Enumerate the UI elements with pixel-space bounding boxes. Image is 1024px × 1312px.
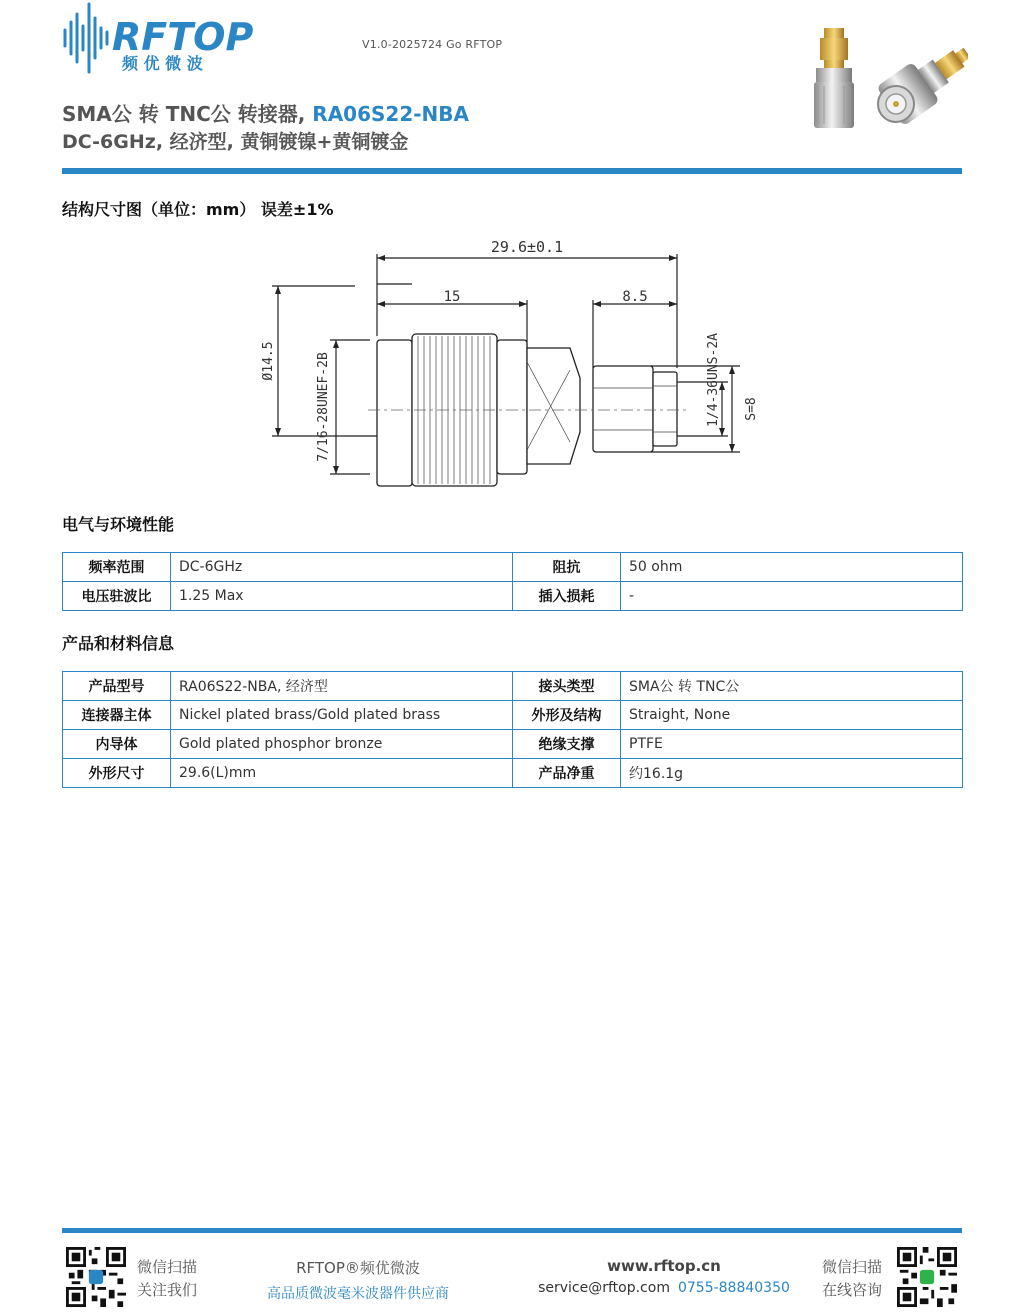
footer-brand-block (258, 1257, 458, 1303)
email-link[interactable]: service@rftop.com (538, 1280, 670, 1296)
header (0, 0, 1024, 180)
table-cell-key: 产品净重 (513, 759, 621, 788)
table-cell-value: RA06S22-NBA, 经济型 (171, 672, 513, 701)
footer-contact-block (536, 1257, 792, 1296)
dim-sma-thread: 1/4-36UNS-2A (706, 333, 721, 427)
dimension-drawing (250, 232, 790, 494)
title-prefix: SMA公 转 TNC公 转接器, (62, 102, 313, 126)
product-title (62, 98, 469, 127)
table-row (63, 672, 963, 701)
table-cell-key: 绝缘支撑 (513, 730, 621, 759)
table-cell-key: 连接器主体 (63, 701, 171, 730)
logo-subtitle: 频 优 微 波 (122, 54, 203, 73)
table-cell-value: 约16.1g (621, 759, 963, 788)
table-cell-value: 29.6(L)mm (171, 759, 513, 788)
wechat-follow-text-1: 微信扫描 (137, 1258, 198, 1276)
table-cell-key: 外形尺寸 (63, 759, 171, 788)
table-cell-key: 频率范围 (63, 553, 171, 582)
table-cell-value: Straight, None (621, 701, 963, 730)
dim-overall: 29.6±0.1 (490, 238, 564, 256)
table-cell-key: 电压驻波比 (63, 582, 171, 611)
electrical-table (62, 552, 963, 611)
table-row (63, 582, 963, 611)
table-cell-value: Gold plated phosphor bronze (171, 730, 513, 759)
logo-text: RFTOP (112, 15, 254, 59)
table-row (63, 701, 963, 730)
table-cell-key: 接头类型 (513, 672, 621, 701)
wechat-consult-qr-code (897, 1247, 957, 1307)
phone-number: 0755-88840350 (677, 1280, 790, 1296)
table-cell-value: - (621, 582, 963, 611)
table-cell-key: 产品型号 (63, 672, 171, 701)
table-cell-key: 阻抗 (513, 553, 621, 582)
dim-diameter: Ø14.5 (261, 341, 276, 381)
table-cell-value: DC-6GHz (171, 553, 513, 582)
table-row (63, 759, 963, 788)
product-photo (808, 24, 968, 136)
table-row (63, 553, 963, 582)
wechat-consult-text-2: 在线咨询 (822, 1281, 883, 1299)
table-cell-key: 内导体 (63, 730, 171, 759)
dim-tnc-thread: 7/16-28UNEF-2B (316, 352, 331, 462)
website-link[interactable]: www.rftop.cn (607, 1257, 721, 1275)
material-section-title: 产品和材料信息 (62, 634, 175, 653)
wechat-follow-qr-code (66, 1247, 126, 1307)
electrical-section-title: 电气与环境性能 (62, 515, 175, 534)
contact-line (536, 1280, 792, 1296)
header-divider (62, 168, 962, 174)
material-table (62, 671, 963, 788)
drawing-section-title: 结构尺寸图（单位：mm） 误差±1% (62, 200, 334, 219)
wechat-follow-text-2: 关注我们 (137, 1281, 198, 1299)
table-row (63, 730, 963, 759)
table-cell-key: 插入损耗 (513, 582, 621, 611)
dim-tnc-length: 15 (443, 289, 461, 305)
table-cell-value: SMA公 转 TNC公 (621, 672, 963, 701)
table-cell-value: 50 ohm (621, 553, 963, 582)
dim-sma-length: 8.5 (622, 289, 648, 305)
table-cell-value: PTFE (621, 730, 963, 759)
product-subtitle: DC-6GHz, 经济型, 黄铜镀镍+黄铜镀金 (62, 131, 409, 153)
wechat-consult-text-1: 微信扫描 (822, 1258, 883, 1276)
version-info: V1.0-2025724 Go RFTOP (362, 38, 503, 51)
footer-slogan: 高品质微波毫米波器件供应商 (267, 1286, 449, 1302)
footer-divider (62, 1228, 962, 1233)
table-cell-value: Nickel plated brass/Gold plated brass (171, 701, 513, 730)
dim-hex: S=8 (744, 397, 759, 421)
rftop-logo (62, 2, 272, 74)
model-number: RA06S22-NBA (312, 102, 470, 126)
footer-brand: RFTOP®频优微波 (296, 1259, 420, 1277)
table-cell-value: 1.25 Max (171, 582, 513, 611)
table-cell-key: 外形及结构 (513, 701, 621, 730)
